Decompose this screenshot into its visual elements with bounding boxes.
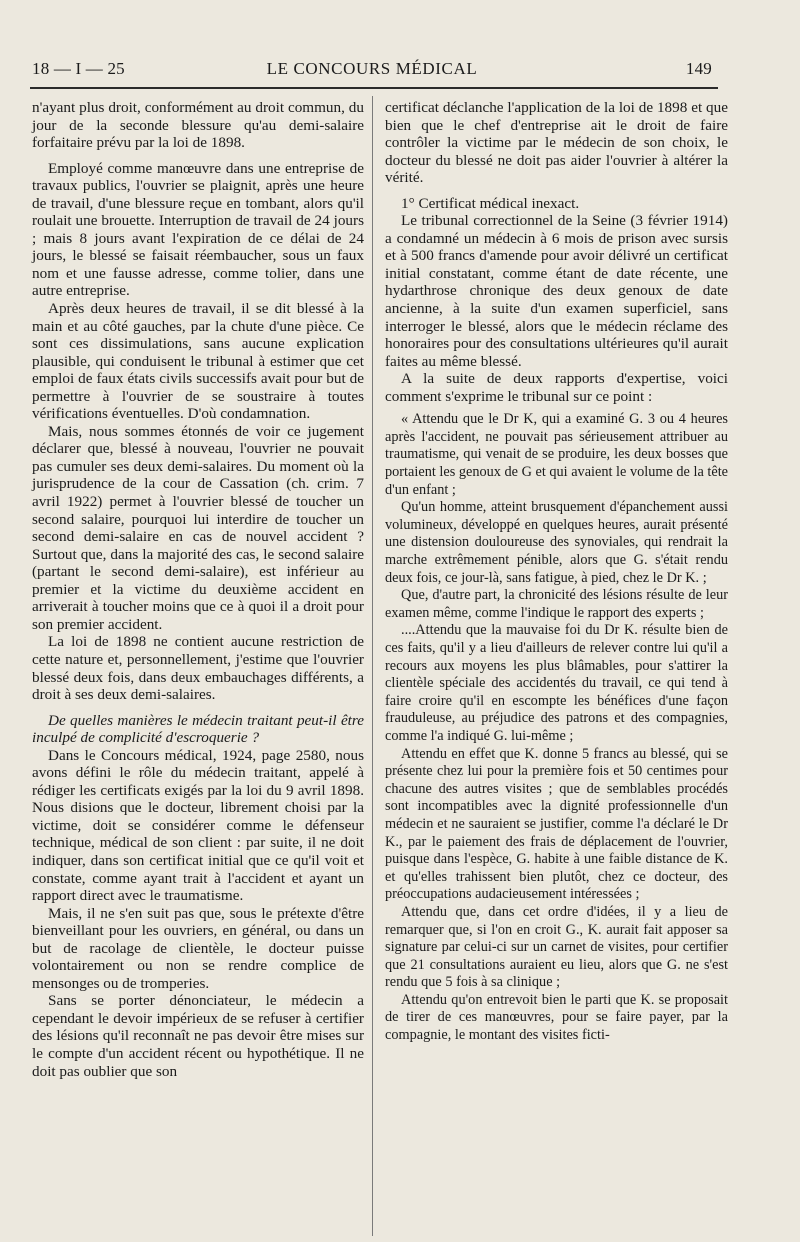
running-header (32, 59, 712, 83)
quoted-paragraph: ....Attendu que la mauvaise foi du Dr K. résulte bien de ces faits, qu'il y a lieu d'ailleurs de relever contre lui qu'il a recours aux moyens les plus blâmables, pour s'attirer la clientèle spéciale des accidentés du travail, ce qui tend à faire croire qu'il en escompte les bénéfices d'une façon frauduleuse, au préjudice des patrons et des compagnies, comme l'a indiqué G. lui-même ; (385, 622, 728, 744)
quoted-paragraph: Attendu que, dans cet ordre d'idées, il y a lieu de remarquer que, si l'on en croit G., K. aurait fait apposer sa signature par celui-ci sur un carnet de visites, pour certifier que 21 consultations auraient eu lieu, alors que G. ne s'est rendu que 5 fois à sa clinique ; (385, 903, 728, 991)
header-rule (30, 87, 718, 89)
paragraph: Le tribunal correctionnel de la Seine (3 février 1914) a condamné un médecin à 6 mois de prison avec sursis et à 500 francs d'amende pour avoir délivré un certificat initial constatant, comme étant de date récente, une hydarthrose chronique des deux genoux de date ancienne, à la suite d'un examen superficiel, sans interroger le blessé, alors que le médecin réclame des honoraires pour des consultations ultérieures qu'il aurait faites au même blessé. (385, 212, 728, 370)
paragraph: Employé comme manœuvre dans une entreprise de travaux publics, l'ouvrier se plaignit, après une heure de travail, d'une blessure reçue en tombant, alors qu'il roulait une brouette. Interruption de travail de 24 jours ; mais 8 jours avant l'expiration de ce délai de 24 jours, le blessé se faisait réembaucher, sous un faux nom et une fausse adresse, comme tolier, dans une autre entreprise. (32, 159, 364, 300)
journal-title: LE CONCOURS MÉDICAL (266, 59, 478, 78)
paragraph: certificat déclanche l'application de la loi de 1898 et que bien que le chef d'entreprise ait le droit de faire contrôler la victime par le médecin de son choix, le docteur du blessé ne doit pas aider l'ouvrier à altérer la vérité. (385, 99, 728, 187)
left-column (32, 99, 364, 1080)
section-heading: De quelles manières le médecin traitant peut-il être inculpé de complicité d'escroquerie ? (32, 711, 364, 747)
quoted-paragraph: « Attendu que le Dr K, qui a examiné G. 3 ou 4 heures après l'accident, ne pouvait pas sérieusement attribuer au traumatisme, qui venait de se produire, les deux bosses que portaient les genoux de G et qui avaient le volume de la tête d'un enfant ; (385, 411, 729, 498)
page-number: 149 (685, 59, 712, 78)
quoted-paragraph: Attendu qu'on entrevoit bien le parti que K. se proposait de tirer de ces manœuvres, pour se faire payer, par la compagnie, le montant des visites ficti- (385, 991, 728, 1044)
issue-date: 18 — I — 25 (32, 59, 125, 78)
quoted-paragraph: Attendu en effet que K. donne 5 francs au blessé, qui se présente chez lui pour la première fois et 50 centimes pour chacune des autres visites ; que de semblables procédés sont incompatibles avec la dignité professionnelle d'un médecin et ne sauraient se justifier, comme l'a déclaré le Dr K., par le paiement des frais de déplacement de l'ouvrier, puisque dans l'espèce, G. habite à une faible distance de K. et qu'elles trahissent bien plutôt, chez ce docteur, des préoccupations audacieusement intéressées ; (385, 745, 728, 903)
section-heading: 1° Certificat médical inexact. (401, 194, 580, 212)
paragraph: A la suite de deux rapports d'expertise, voici comment s'exprime le tribunal sur ce point : (385, 370, 728, 405)
paragraph: Dans le Concours médical, 1924, page 2580, nous avons défini le rôle du médecin traitant, appelé à rédiger les certificats exigés par la loi du 9 avril 1898. Nous disions que le docteur, librement choisi par la victime, doit se considérer comme le défenseur technique, médical de son client : par suite, il ne doit indiquer, dans son certificat initial que ce qu'il voit et constate, comme ayant trait à l'accident et ayant un rapport direct avec le traumatisme. (32, 746, 364, 905)
quoted-paragraph: Que, d'autre part, la chronicité des lésions résulte de leur examen même, comme l'indique le rapport des experts ; (385, 587, 728, 621)
paragraph: Sans se porter dénonciateur, le médecin a cependant le devoir impérieux de se refuser à certifier des lésions qu'il reconnaît ne pas devoir être mises sur le compte d'un accident récent ou hypothétique. Il ne doit pas oublier que son (32, 992, 364, 1080)
paragraph: Mais, il ne s'en suit pas que, sous le prétexte d'être bienveillant pour les ouvriers, en général, ou dans un but de racolage de clientèle, le docteur puisse volontairement ou non se rendre complice de mensonges ou de tromperies. (32, 904, 364, 992)
paragraph: Mais, nous sommes étonnés de voir ce jugement déclarer que, blessé à nouveau, l'ouvrier ne pouvait pas cumuler ses deux demi-salaires. Du moment où la jurisprudence de la cour de Cassation (ch. crim. 7 avril 1922) permet à l'ouvrier blessé de toucher un second salaire, pourquoi lui interdire de toucher un second demi-salaire en cas de nouvel accident ? Surtout que, dans la majorité des cas, le second salaire (partant le second demi-salaire), est inférieur au premier et la victime du deuxième accident en arriverait à toucher moins que ce à quoi il a droit pour son premier accident. (32, 422, 364, 633)
right-column (385, 99, 728, 1045)
paragraph: La loi de 1898 ne contient aucune restriction de cette nature et, personnellement, j'estime que l'ouvrier blessé deux fois, dans deux embauchages différents, a droit à ses deux demi-salaires. (32, 633, 364, 704)
column-divider (372, 96, 373, 1236)
paragraph: n'ayant plus droit, conformément au droit commun, du jour de la seconde blessure qu'au demi-salaire forfaitaire prévu par la loi de 1898. (32, 99, 364, 152)
quoted-paragraph: Qu'un homme, atteint brusquement d'épanchement aussi volumineux, développé en quelques heures, aurait présenté une distension douloureuse des synoviales, qui rendrait la marche extrêmement pénible, alors que G. s'était rendu deux fois, ce jour-là, sans fatigue, à pied, chez le Dr K. ; (385, 499, 728, 586)
paragraph: Après deux heures de travail, il se dit blessé à la main et au côté gauches, par la chute d'une pièce. Ce sont ces dissimulations, sans aucune explication plausible, qui conduisent le tribunal à estimer que cet emploi de faux états civils successifs avait pour but de permettre à l'ouvrier de se soustraire à toutes vérifications éventuelles. D'où condamnation. (32, 300, 364, 423)
